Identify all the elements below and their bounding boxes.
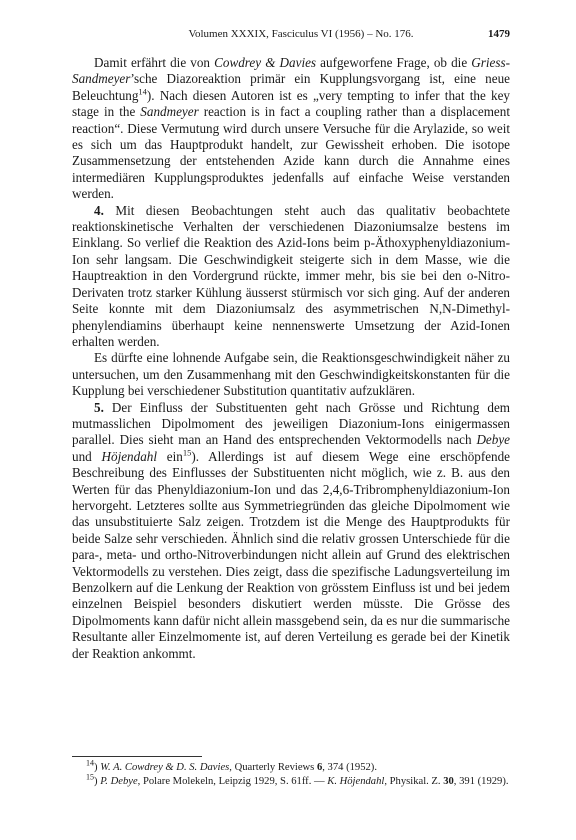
- italic-text: Sandmeyer: [140, 104, 199, 120]
- footnote-number: 15: [86, 772, 94, 782]
- page-number: 1479: [488, 28, 510, 40]
- bold-text: 5.: [94, 399, 104, 415]
- footnote: [72, 758, 510, 775]
- paragraph: [72, 203, 510, 351]
- text-run: Damit erfährt die von: [94, 55, 215, 70]
- italic-text: Cowdrey & Davies: [214, 55, 317, 70]
- footnote-number: 14: [86, 758, 94, 768]
- text-run: Mit diesen Beobachtungen steht auch das qualitativ beobachtete reaktionskinetische Verhalten der verschiedenen Diazoniumsalze bestens im Einklang. So verlief die Reaktion des Azid-Ions beim p-Äthoxyphenyldiazonium-Ion sehr langsam. Die Geschwindigkeit steigerte sich in dem Masse, wie die Hauptreaktion in den Vordergrund rückte, immer mehr, bis sie bei den o-Nitro-Derivaten trotz starker Kühlung äusserst stürmisch vor sich ging. Auf der anderen Seite konnte mit dem Diazoniumsalz des asymmetrischen N,N-Dimethyl-phenylendiamins überhaupt keine nennenswerte Umsetzung der Azid-Ionen erhalten werden.: [72, 202, 510, 349]
- bold-text: 4.: [94, 202, 104, 218]
- text-run: ). Allerdings ist auf diesem Wege eine erschöpfende Beschreibung des Einflusses der Substituenten nicht möglich, wie z. B. aus den Werten für das Phenyldiazonium-Ion und das 2,4,6-Tribromphenyldiazonium-Ion hervorgeht. Letzteres sollte aus Symmetriegründen das gleiche Dipolmoment wie das unsubstituierte Salz zeigen. Trotzdem ist die Menge des Hauptprodukts für beide Salze sehr verschieden. Ähnlich sind die relativ grossen Unterschiede für die para-, meta- und ortho-Nitroverbindungen nicht allein auf Grund des elektrischen Vektormodells zu verstehen. Dies zeigt, dass die spezifische Ladungsverteilung im Benzolkern auf die Lenkung der Reaktion von grösstem Einfluss ist und bei jedem einzelnen Beispiel besonders diskutiert werden müsste. Die Grösse des Dipolmoments kann dafür nicht allein massgebend sein, da es nur die summarische Resultante aller Einzelmomente ist, auf deren Verteilung es gerade bei der Kinetik der Reaktion ankommt.: [72, 448, 511, 661]
- footnote-number-paren: ): [94, 775, 101, 787]
- paragraph: [72, 350, 510, 399]
- paragraph: [72, 55, 510, 203]
- italic-text: Griess-Sandmeyer: [72, 55, 510, 87]
- italic-text: Höjendahl: [101, 448, 157, 464]
- footnotes: [72, 756, 510, 788]
- text-run: , 374 (1952).: [322, 762, 377, 773]
- text-run: , Physikal. Z.: [384, 775, 444, 787]
- paragraph: [72, 400, 510, 663]
- footnote-rule: [72, 756, 202, 757]
- italic-text: P. Debye: [100, 775, 138, 787]
- text-run: ein: [157, 448, 183, 464]
- text-run: aufgeworfene Frage, ob die: [316, 55, 472, 70]
- italic-text: Debye: [476, 432, 510, 448]
- footnote-ref: 15: [182, 447, 192, 458]
- footnote-number-paren: ): [94, 762, 101, 773]
- text-run: und: [72, 448, 102, 464]
- text-run: , Quarterly Reviews: [229, 762, 317, 773]
- article-body: [72, 55, 510, 662]
- text-run: reaction is in fact a coupling rather than a displacement reaction“. Diese Vermutung wird durch unsere Versuche für die Arylazide, so weit es sich um das Hauptprodukt handelt, zur Gewissheit erhoben. Die isotope Zusammensetzung der entstehenden Azide kann durch die Annahme eines intermediären Kupplungsproduktes jedenfalls auf einfache Weise verstanden werden.: [72, 104, 510, 202]
- footnote: [72, 772, 510, 789]
- text-run: , Polare Molekeln, Leipzig 1929, S. 61ff. —: [137, 775, 328, 787]
- text-run: , 391 (1929).: [453, 775, 509, 787]
- italic-text: W. A. Cowdrey & D. S. Davies: [100, 762, 230, 773]
- bold-text: 6: [316, 762, 323, 773]
- text-run: Es dürfte eine lohnende Aufgabe sein, die Reaktionsgeschwindigkeit näher zu untersuchen, um den Zusammenhang mit den Geschwindigkeitskonstanten für die Kupplung bei verschiedener Substitution quantitativ aufzuklären.: [72, 350, 510, 399]
- italic-text: K. Höjendahl: [327, 775, 385, 787]
- bold-text: 30: [443, 775, 454, 787]
- running-header: [92, 28, 510, 42]
- text-run: ). Nach diesen Autoren ist es „very tempting to infer that the key stage in the: [72, 87, 510, 120]
- footnote-ref: 14: [138, 86, 147, 97]
- running-head-text: Volumen XXXIX, Fasciculus VI (1956) – No. 176.: [188, 28, 414, 40]
- text-run: ’sche Diazoreaktion primär ein Kupplungsvorgang ist, eine neue Beleuchtung: [72, 71, 510, 103]
- text-run: Der Einfluss der Substituenten geht nach Grösse und Richtung dem mutmasslichen Dipolmoment des jeweiligen Diazonium-Ions einigermassen parallel. Dies sieht man an Hand des entsprechenden Vektormodells nach: [72, 399, 510, 448]
